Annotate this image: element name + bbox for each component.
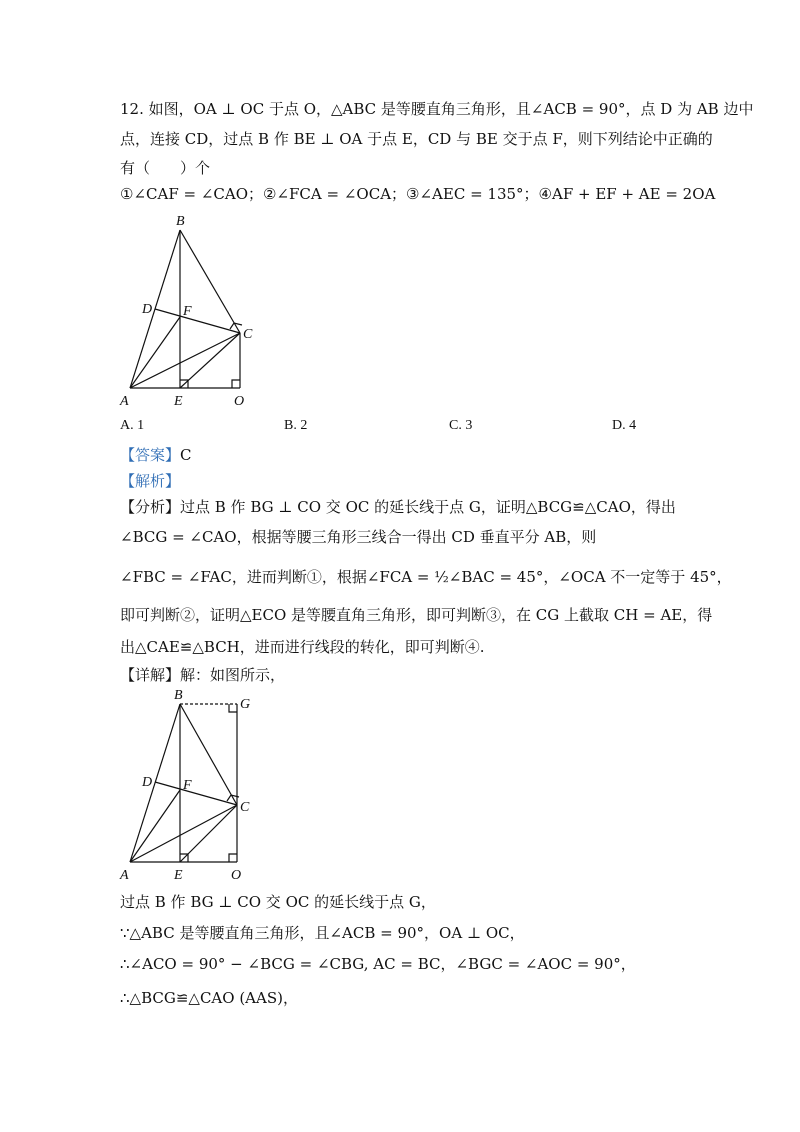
detail-line-2: 过点 B 作 BG ⊥ CO 交 OC 的延长线于点 G， xyxy=(120,893,436,911)
analysis-tag: 【解析】 xyxy=(120,472,181,490)
problem-line-2: 点，连接 CD，过点 B 作 BE ⊥ OA 于点 E，CD 与 BE 交于点 F，则下列结论中正确的 xyxy=(120,130,713,148)
detail-line-4: ∴∠ACO = 90° − ∠BCG = ∠CBG, AC = BC，∠BGC = ∠AOC = 90°， xyxy=(120,955,636,973)
label-A2: A xyxy=(120,868,129,882)
label-A: A xyxy=(120,394,129,409)
detail-line-5: ∴△BCG≌△CAO (AAS)， xyxy=(120,989,298,1007)
problem-line-3: 有（ ）个 xyxy=(120,159,211,177)
answer-value: C xyxy=(180,446,192,464)
detail-line-1: 【详解】解：如图所示， xyxy=(120,666,286,684)
label-C: C xyxy=(243,327,253,342)
answer-tag: 【答案】 xyxy=(120,446,181,464)
analysis-line-1: 【分析】过点 B 作 BG ⊥ CO 交 OC 的延长线于点 G，证明△BCG≌△CAO，得出 xyxy=(120,498,676,516)
label-O2: O xyxy=(231,868,242,882)
detail-line-3: ∵△ABC 是等腰直角三角形，且∠ACB = 90°，OA ⊥ OC， xyxy=(120,924,525,942)
label-D: D xyxy=(142,302,153,317)
problem-line-4: ①∠CAF = ∠CAO；②∠FCA = ∠OCA；③∠AEC = 135°；④AF + EF + AE = 2OA xyxy=(120,185,716,203)
label-B: B xyxy=(176,214,185,229)
analysis-line-4: 即可判断②，证明△ECO 是等腰直角三角形，即可判断③，在 CG 上截取 CH = AE，得 xyxy=(120,606,713,624)
option-b: B. 2 xyxy=(284,418,308,433)
option-c: C. 3 xyxy=(449,418,473,433)
geometry-figure-1 xyxy=(110,205,270,415)
label-O: O xyxy=(234,394,245,409)
analysis-line-3: ∠FBC = ∠FAC，进而判断①，根据∠FCA = ½∠BAC = 45°，∠OCA 不一定等于 45°， xyxy=(120,568,732,586)
label-C2: C xyxy=(240,800,250,815)
label-G2: G xyxy=(240,697,251,712)
problem-line-1: 12. 如图，OA ⊥ OC 于点 O，△ABC 是等腰直角三角形，且∠ACB = 90°，点 D 为 AB 边中 xyxy=(120,100,754,118)
option-a: A. 1 xyxy=(120,418,145,433)
label-E: E xyxy=(174,394,183,409)
option-d: D. 4 xyxy=(612,418,637,433)
analysis-line-2: ∠BCG = ∠CAO，根据等腰三角形三线合一得出 CD 垂直平分 AB，则 xyxy=(120,528,597,546)
answer-line xyxy=(120,444,192,465)
label-B2: B xyxy=(174,688,183,703)
label-F2: F xyxy=(183,778,192,793)
label-E2: E xyxy=(174,868,183,882)
label-F: F xyxy=(183,304,192,319)
geometry-figure-2 xyxy=(110,682,270,882)
label-D2: D xyxy=(142,775,153,790)
analysis-line-5: 出△CAE≌△BCH，进而进行线段的转化，即可判断④. xyxy=(120,638,485,656)
